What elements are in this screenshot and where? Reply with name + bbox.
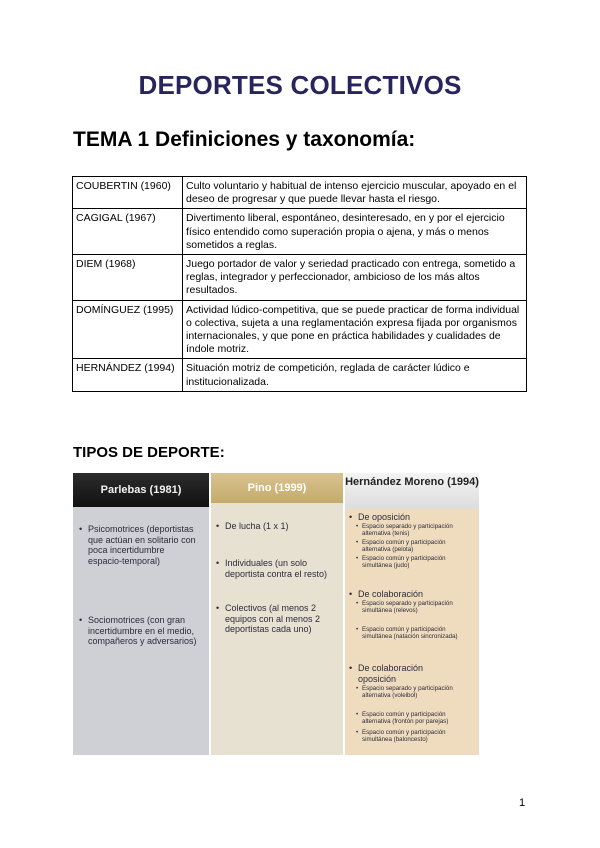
definition-author: COUBERTIN (1960) (73, 177, 183, 209)
group-label: • De colaboración oposición (349, 663, 459, 684)
table-row (73, 209, 527, 255)
definitions-table (72, 176, 527, 392)
list-item: • Espacio separado y participación simultánea (relevos) (355, 600, 475, 615)
definition-text: Culto voluntario y habitual de intenso ejercicio muscular, apoyado en el deseo de progresar y que puede llevar hasta el riesgo. (183, 177, 527, 209)
table-row (73, 255, 527, 301)
list-item: • Espacio común y participación alternativa (frontón por parejas) (355, 711, 475, 726)
table-row (73, 300, 527, 359)
list-item: • Colectivos (al menos 2 equipos con al menos 2 deportistas cada uno) (216, 603, 338, 635)
definition-author: CAGIGAL (1967) (73, 209, 183, 255)
list-item: • Espacio común y participación simultánea (judo) (355, 555, 475, 570)
hernandez-column (345, 473, 479, 755)
list-item: • Espacio común y participación simultánea (baloncesto) (355, 729, 475, 744)
definition-text: Divertimento liberal, espontáneo, desinteresado, en y por el ejercicio físico entendido como superación propia o ajena, y más o menos sometidos a reglas. (183, 209, 527, 255)
page-number: 1 (519, 797, 526, 809)
definition-author: DIEM (1968) (73, 255, 183, 301)
parlebas-header: Parlebas (1981) (73, 473, 209, 507)
pino-header: Pino (1999) (211, 473, 343, 503)
hernandez-header: Hernández Moreno (1994) (345, 473, 479, 509)
definition-author: DOMÍNGUEZ (1995) (73, 300, 183, 359)
list-item: • Espacio común y participación alternativa (pelota) (355, 539, 475, 554)
section-title: TEMA 1 Definiciones y taxonomía: (73, 128, 416, 151)
types-title: TIPOS DE DEPORTE: (73, 444, 225, 461)
definition-text: Situación motriz de competición, reglada de carácter lúdico e institucionalizada. (183, 359, 527, 391)
list-item: • Psicomotrices (deportistas que actúan en solitario con poca incertidumbre espacio-temporal) (79, 524, 201, 566)
list-item: • Individuales (un solo deportista contra el resto) (216, 558, 338, 579)
list-item: • Espacio separado y participación alternativa (tenis) (355, 523, 475, 538)
list-item: • De lucha (1 x 1) (216, 521, 338, 532)
list-item: • Sociomotrices (con gran incertidumbre en el medio, compañeros y adversarios) (79, 615, 201, 647)
table-row (73, 359, 527, 391)
definition-text: Juego portador de valor y seriedad practicado con entrega, sometido a reglas, integrador y perfeccionador, ambicioso de los más altos resultados. (183, 255, 527, 301)
table-row (73, 177, 527, 209)
group-label: • De oposición (349, 512, 475, 523)
sport-types-figure (73, 473, 479, 755)
parlebas-column (73, 473, 209, 755)
definition-text: Actividad lúdico-competitiva, que se puede practicar de forma individual o colectiva, sujeta a una reglamentación expresa fijada por organismos internacionales, y que pone en práctica habilidades y cualidades de índole motriz. (183, 300, 527, 359)
list-item: • Espacio separado y participación alternativa (voleibol) (355, 685, 475, 700)
definition-author: HERNÁNDEZ (1994) (73, 359, 183, 391)
list-item: • Espacio común y participación simultánea (natación sincronizada) (355, 626, 475, 641)
pino-column (211, 473, 343, 755)
group-label: • De colaboración (349, 589, 475, 600)
document-title: DEPORTES COLECTIVOS (138, 70, 462, 100)
